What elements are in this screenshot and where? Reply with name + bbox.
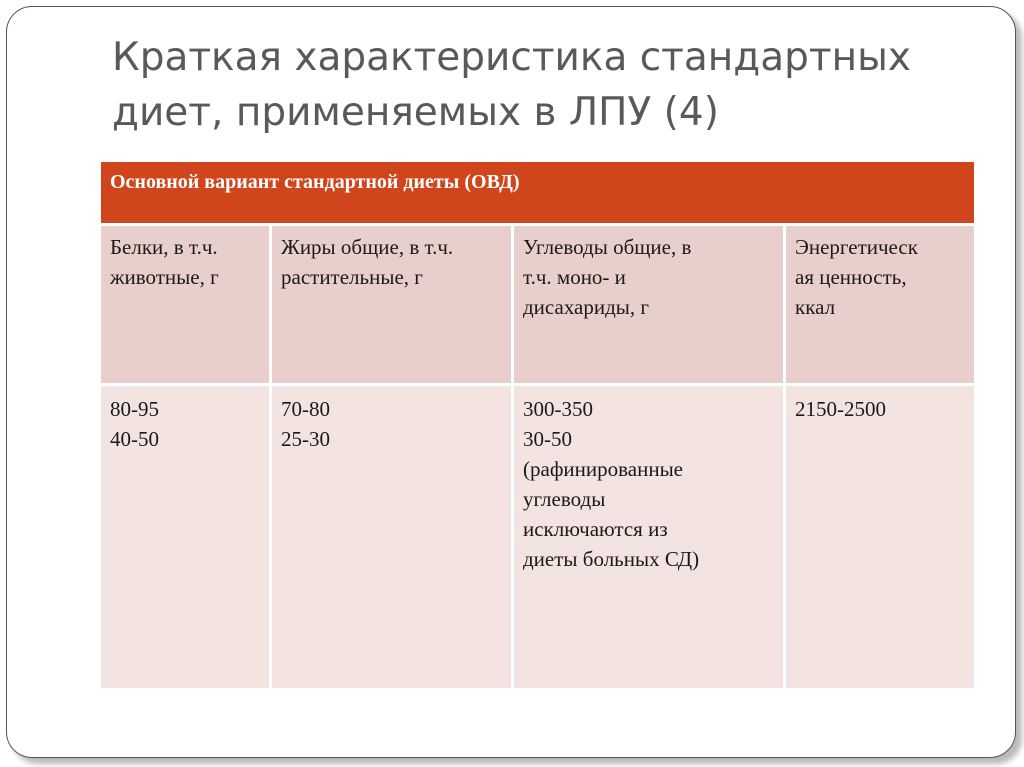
column-header-fats — [272, 226, 511, 383]
header-line: ая ценность, — [795, 265, 907, 289]
column-header-energy — [786, 226, 974, 383]
header-line: Жиры общие, в т.ч. — [281, 235, 454, 259]
value-cell-carbohydrates — [514, 386, 783, 688]
value-line: 40-50 — [110, 427, 159, 451]
header-line: Белки, в т.ч. — [110, 235, 218, 259]
value-line: исключаются из — [523, 517, 668, 541]
value-line: диеты больных СД) — [523, 547, 700, 571]
value-line: 30-50 — [523, 427, 572, 451]
value-line: углеводы — [523, 487, 606, 511]
value-line: 70-80 — [281, 397, 330, 421]
value-line: 80-95 — [110, 397, 159, 421]
value-line: 25-30 — [281, 427, 330, 451]
header-line: растительные, г — [281, 265, 423, 289]
header-line: Углеводы общие, в — [523, 235, 692, 259]
header-line: т.ч. моно- и — [523, 265, 626, 289]
header-line: Энергетическ — [795, 235, 918, 259]
table-header-bar — [101, 162, 974, 223]
value-line: 300-350 — [523, 397, 593, 421]
diet-table — [101, 162, 974, 688]
value-line: 2150-2500 — [795, 397, 886, 421]
column-header-proteins — [101, 226, 269, 383]
value-cell-fats — [272, 386, 511, 688]
title-line-2: диет, применяемых в ЛПУ (4) — [112, 90, 719, 135]
header-line: ккал — [795, 295, 836, 319]
slide-title — [112, 30, 972, 140]
column-header-carbohydrates — [514, 226, 783, 383]
title-line-1: Краткая характеристика стандартных — [112, 35, 912, 80]
value-cell-proteins — [101, 386, 269, 688]
value-line: (рафинированные — [523, 457, 684, 481]
header-line: животные, г — [110, 265, 219, 289]
table-header-text: Основной вариант стандартной диеты (ОВД) — [110, 171, 520, 193]
value-cell-energy — [786, 386, 974, 688]
header-line: дисахариды, г — [523, 295, 650, 319]
